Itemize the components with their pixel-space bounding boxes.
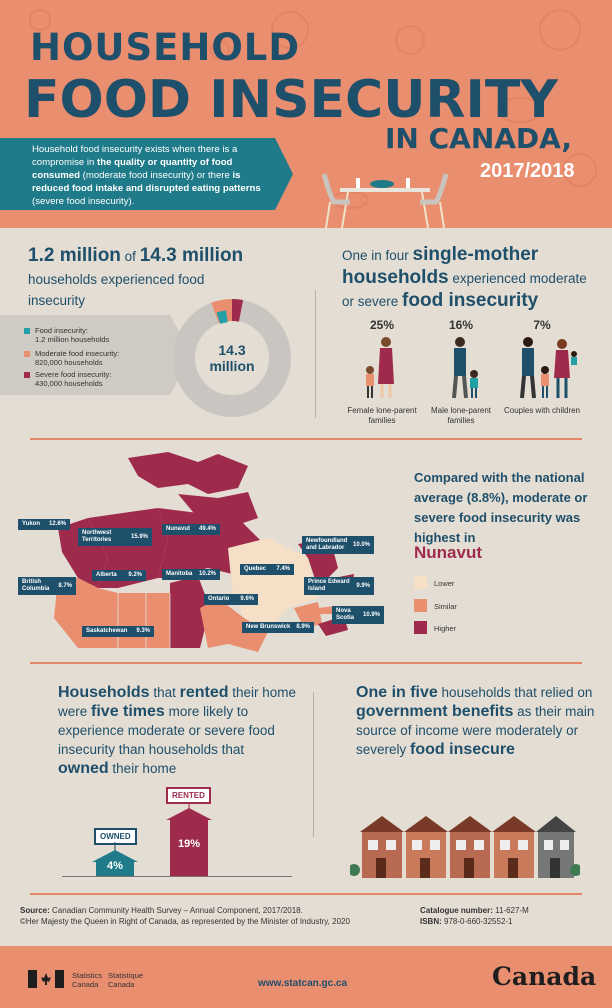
- label-value: 9.6%: [240, 596, 254, 602]
- government-text: [356, 683, 596, 759]
- text: experienced moderate: [448, 271, 587, 286]
- legend-item-food-insecurity: [24, 326, 109, 344]
- headline-rest: households experienced food insecurity: [28, 272, 205, 308]
- legend-label: 1.2 million households: [35, 335, 110, 344]
- text: more likely to experience moderate or severe food insecurity than households that: [58, 704, 275, 757]
- copyright-text: ©Her Majesty the Queen in Right of Canada, as represented by the Minister of Industry, 2020: [20, 917, 350, 926]
- single-mother-headline: [342, 244, 602, 313]
- label-value: 9.9%: [356, 582, 370, 589]
- map-label-nova-scotia: [332, 606, 384, 624]
- map-legend-lower: [434, 579, 454, 588]
- map-label-new-brunswick: [242, 622, 314, 633]
- definition-text: (moderate food insecurity) or there: [79, 170, 233, 181]
- map-label-nwt: [78, 528, 152, 546]
- rented-pct: 19%: [177, 838, 201, 850]
- headline-14-3-million: 14.3 million: [139, 245, 244, 266]
- isbn-label: ISBN:: [420, 917, 442, 926]
- text-bold: One in five: [356, 684, 438, 701]
- dining-table-illustration: [320, 166, 450, 228]
- label-name: Prince Edward Island: [308, 579, 350, 592]
- legend-label: Food insecurity:: [35, 326, 88, 335]
- label-name: Alberta: [96, 572, 117, 578]
- label-name: Manitoba: [166, 571, 193, 577]
- label-value: 8.9%: [296, 624, 310, 630]
- section-divider: [30, 438, 582, 440]
- source-label: Source:: [20, 906, 50, 915]
- label-value: 10.2%: [198, 571, 216, 577]
- owned-pct: 4%: [107, 860, 123, 872]
- rented-tag: RENTED: [166, 787, 211, 804]
- catalogue-info: [420, 905, 529, 927]
- map-legend-similar: [434, 602, 457, 611]
- map-highlight-nunavut: Nunavut: [414, 543, 482, 562]
- label-name: Nunavut: [166, 526, 190, 532]
- text: or severe: [342, 294, 403, 309]
- legend-item-severe: [24, 370, 111, 388]
- label-value: 7.4%: [276, 566, 290, 572]
- definition-arrow: [275, 138, 293, 210]
- label-value: 10.9%: [362, 611, 380, 618]
- canada-flag-icon: [28, 970, 64, 988]
- statcan-signature: [72, 972, 143, 989]
- family-label-female: Female lone-parent families: [347, 406, 417, 425]
- map-label-nunavut: [162, 524, 220, 535]
- label-name: Quebec: [244, 566, 267, 572]
- label-name: Saskatchewan: [86, 628, 128, 634]
- title-in-canada: IN CANADA,: [385, 122, 572, 155]
- label-value: 15.9%: [130, 533, 148, 540]
- text-bold: five times: [91, 703, 165, 720]
- canada-wordmark: Canada: [492, 962, 597, 991]
- text: their home were: [58, 685, 297, 719]
- legend-swatch: [414, 599, 427, 612]
- catalogue-label: Catalogue number:: [420, 906, 493, 915]
- legend-swatch: [24, 351, 30, 357]
- definition-text: (severe food insecurity).: [32, 196, 135, 207]
- legend-swatch: [414, 576, 427, 589]
- family-pct-female: 25%: [369, 318, 395, 332]
- text-bold: rented: [179, 684, 229, 701]
- map-label-yukon: [18, 519, 70, 530]
- map-label-bc: [18, 577, 76, 595]
- legend-label: 820,000 households: [35, 358, 103, 367]
- text-bold: owned: [58, 760, 109, 777]
- ground-line: [62, 876, 292, 877]
- text-bold: Households: [58, 684, 150, 701]
- label-name: Ontario: [208, 596, 230, 602]
- label-name: British Columbia: [22, 579, 50, 592]
- title-food-insecurity: FOOD INSECURITY: [24, 70, 558, 130]
- map-label-pei: [304, 577, 374, 595]
- legend-label: 430,000 households: [35, 379, 103, 388]
- label-name: Newfoundland and Labrador: [306, 538, 348, 551]
- isbn-number: 978-0-660-32552-1: [441, 917, 513, 926]
- donut-slice-food-insecure: [218, 316, 226, 318]
- text-bold: food insecurity: [402, 290, 539, 311]
- sig-fr-1: Statistique: [108, 971, 144, 980]
- title-year: 2017/2018: [480, 160, 575, 182]
- owned-tag: OWNED: [94, 828, 137, 845]
- arctic-islands: [128, 452, 248, 494]
- text-bold: government benefits: [356, 703, 514, 720]
- donut-slice-severe: [232, 310, 241, 311]
- label-value: 49.4%: [198, 526, 216, 532]
- region-saskatchewan: [146, 593, 170, 648]
- map-label-ontario: [204, 594, 258, 605]
- text: their home: [108, 761, 177, 776]
- rented-text: [58, 683, 298, 778]
- definition-box: [0, 138, 275, 210]
- map-label-quebec: [240, 564, 294, 575]
- family-label-couples: Couples with children: [503, 406, 581, 415]
- source-text: Canadian Community Health Survey – Annual Component, 2017/2018.: [49, 906, 303, 915]
- legend-label: Moderate food insecurity:: [35, 349, 120, 358]
- definition-text: Household food insecurity exists when there is a compromise in: [32, 144, 238, 168]
- source-note: [20, 905, 410, 927]
- sig-en-1: Statistics: [72, 971, 103, 980]
- family-pct-couples: 7%: [533, 318, 551, 332]
- legend-swatch: [24, 328, 30, 334]
- family-label-male: Male lone-parent families: [430, 406, 492, 425]
- legend-label: Higher: [434, 624, 457, 633]
- headline-of: of: [120, 249, 140, 264]
- text: One in four: [342, 248, 413, 263]
- label-value: 9.3%: [136, 628, 150, 634]
- map-label-newfoundland: [302, 536, 374, 554]
- headline-1-2-million: 1.2 million: [28, 245, 121, 266]
- sig-en-2: Canada: [72, 979, 99, 989]
- donut-center-label: 14.3 million: [209, 342, 255, 374]
- map-label-manitoba: [162, 569, 220, 580]
- section-divider: [30, 893, 582, 895]
- section-divider: [30, 662, 582, 664]
- label-name: New Brunswick: [246, 624, 291, 630]
- legend-label: Severe food insecurity:: [35, 370, 112, 379]
- legend-label: Similar: [434, 602, 457, 611]
- label-name: Nova Scotia: [336, 608, 355, 621]
- title-household: HOUSEHOLD: [30, 26, 301, 69]
- text-bold: households: [342, 267, 449, 288]
- map-label-saskatchewan: [82, 626, 154, 637]
- divider: [315, 290, 316, 418]
- sig-fr-2: Canada: [108, 979, 135, 989]
- text-bold: single-mother: [412, 244, 539, 265]
- text: that: [149, 685, 180, 700]
- website-link[interactable]: www.statcan.gc.ca: [258, 978, 348, 989]
- region-alberta: [116, 593, 146, 648]
- text: households that relied on: [437, 685, 593, 700]
- label-value: 9.2%: [128, 572, 142, 578]
- legend-label: Lower: [434, 579, 455, 588]
- definition-bold: the quality or quantity of food consumed: [32, 157, 233, 181]
- map-legend-higher: [434, 624, 456, 633]
- family-figures-illustration: [352, 334, 602, 404]
- row-houses-illustration: [350, 812, 580, 880]
- map-label-alberta: [92, 570, 146, 581]
- text: as their main source of income were moderately or severely: [356, 704, 595, 757]
- label-value: 8.7%: [58, 582, 72, 589]
- label-value: 12.6%: [48, 521, 66, 527]
- legend-swatch: [24, 372, 30, 378]
- family-pct-male: 16%: [448, 318, 474, 332]
- catalogue-number: 11-627-M: [492, 906, 529, 915]
- label-value: 10.0%: [352, 541, 370, 548]
- legend-item-moderate: [24, 349, 119, 367]
- label-name: Yukon: [22, 521, 41, 527]
- divider: [313, 692, 314, 837]
- label-name: Northwest Territories: [82, 530, 112, 543]
- definition-bold: is reduced food intake and disrupted eating patterns: [32, 170, 261, 194]
- legend-swatch: [414, 621, 427, 634]
- text-bold: food insecure: [410, 741, 515, 758]
- map-summary-text: Compared with the national average (8.8%), moderate or severe food insecurity was highest in: [414, 470, 588, 545]
